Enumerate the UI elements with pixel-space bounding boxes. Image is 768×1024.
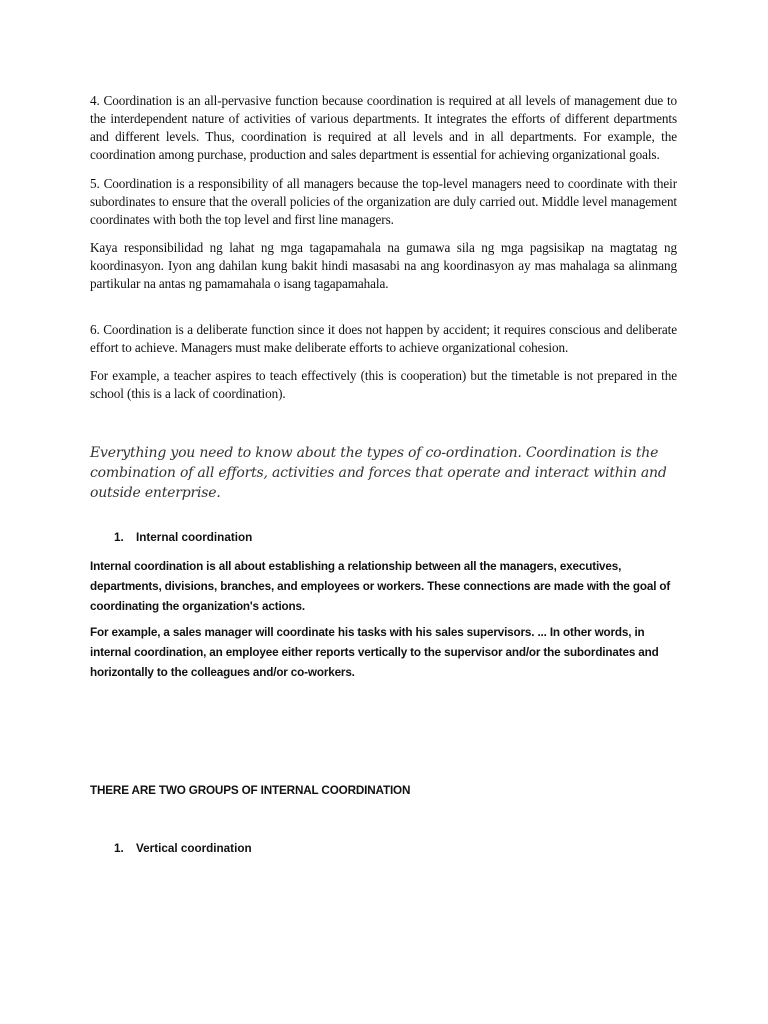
paragraph-5: 5. Coordination is a responsibility of all managers because the top-level managers need to coordinate with their subordinates to ensure that the overall policies of the organization are duly carried out. Middle level management coordinates with both the top level and first line managers.	[90, 176, 677, 227]
heading-text: Internal coordination	[136, 531, 253, 544]
paragraph-6: 6. Coordination is a deliberate function since it does not happen by accident; it requires conscious and deliberate effort to achieve. Managers must make deliberate efforts to achieve organizational cohesion.	[90, 322, 677, 355]
groups-heading: THERE ARE TWO GROUPS OF INTERNAL COORDINATION	[90, 784, 411, 797]
paragraph-4: 4. Coordination is an all-pervasive function because coordination is required at all levels of management due to the interdependent nature of activities of various departments. It integrates the efforts of different departments and different levels. Thus, coordination is required at all levels and in all departments. For example, the coordination among purchase, production and sales department is essential for achieving organizational goals.	[90, 93, 677, 162]
heading-internal-coordination	[90, 529, 677, 547]
paragraph-kaya: Kaya responsibilidad ng lahat ng mga tagapamahala na gumawa sila ng mga pagsisikap na magtatag ng koordinasyon. Iyon ang dahilan kung bakit hindi masasabi na ang koordinasyon ay mas mahalaga sa alinmang partikular na antas ng pamamahala o isang tagapamahala.	[90, 240, 677, 291]
heading-number: 1.	[114, 842, 124, 855]
paragraph-example-teacher: For example, a teacher aspires to teach effectively (this is cooperation) but the timetable is not prepared in the school (this is a lack of coordination).	[90, 368, 677, 401]
internal-example-paragraph: For example, a sales manager will coordinate his tasks with his sales supervisors. ... In other words, in internal coordination, an employee either reports vertically to the supervisor and/or the subordinates and horizontally to the colleagues and/or co-workers.	[90, 626, 659, 679]
heading-number: 1.	[114, 531, 124, 544]
heading-vertical-coordination	[90, 840, 677, 858]
internal-definition-paragraph: Internal coordination is all about establishing a relationship between all the managers, executives, departments, divisions, branches, and employees or workers. These connections are made with the goal of coordinating the organization's actions.	[90, 560, 671, 613]
document-page	[90, 92, 677, 858]
intro-italic-paragraph: Everything you need to know about the types of co-ordination. Coordination is the combination of all efforts, activities and forces that operate and interact within and outside enterprise.	[90, 445, 667, 501]
heading-text: Vertical coordination	[136, 842, 252, 855]
